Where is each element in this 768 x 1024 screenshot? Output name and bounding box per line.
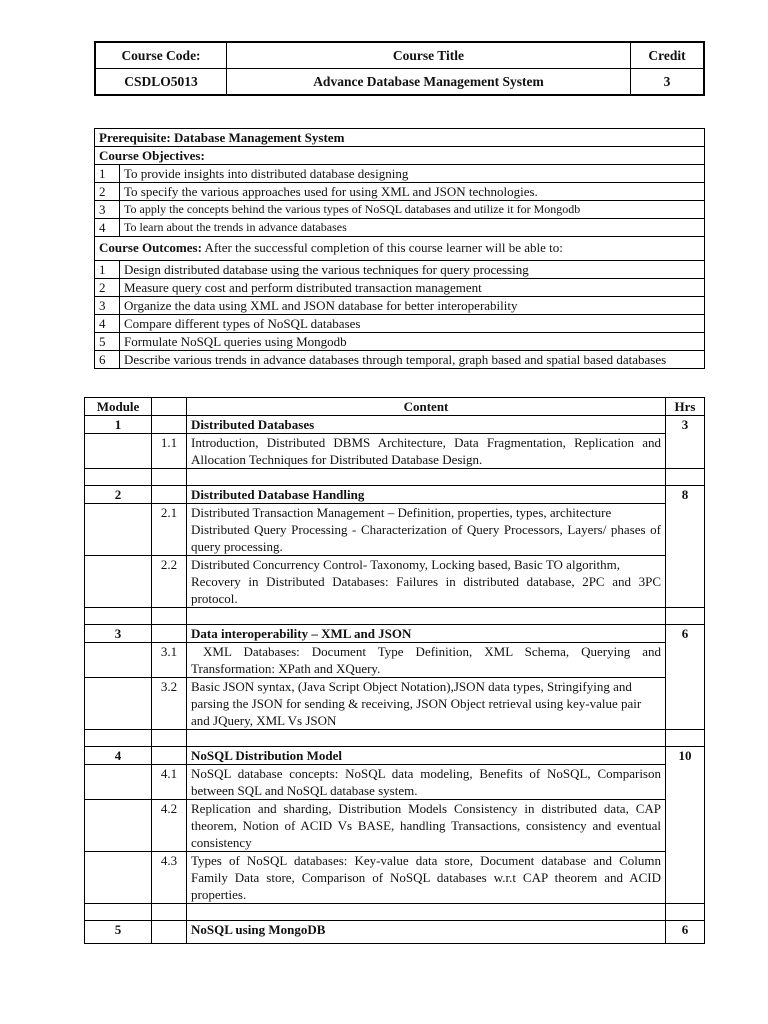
module-title: NoSQL using MongoDB xyxy=(187,921,666,944)
submodule-number: 3.2 xyxy=(152,678,187,730)
module-title: Distributed Database Handling xyxy=(187,486,666,504)
content-column-heading: Content xyxy=(187,398,666,416)
module-table xyxy=(84,397,705,944)
outcome-row xyxy=(95,279,705,297)
module-number: 3 xyxy=(85,625,152,643)
outcome-text: Describe various trends in advance databases through temporal, graph based and spatial based databases xyxy=(120,351,705,369)
objective-number: 3 xyxy=(95,201,120,219)
submodule-text: Replication and sharding, Distribution Models Consistency in distributed data, CAP theorem, Notion of ACID Vs BASE, handling Transactions, consistency and eventual consistency xyxy=(187,800,666,852)
module-title: Distributed Databases xyxy=(187,416,666,434)
module-row xyxy=(85,416,705,434)
submodule-row xyxy=(85,643,705,678)
submodule-number: 4.1 xyxy=(152,765,187,800)
module-number: 4 xyxy=(85,747,152,765)
submodule-text: Basic JSON syntax, (Java Script Object Notation),JSON data types, Stringifying and parsing the JSON for sending & receiving, JSON Object retrieval using key-value pair and JQuery, XML Vs JSON xyxy=(187,678,666,730)
submodule-number: 1.1 xyxy=(152,434,187,469)
submodule-text: Distributed Concurrency Control- Taxonomy, Locking based, Basic TO algorithm, xyxy=(191,557,620,572)
outcome-row xyxy=(95,261,705,279)
module-hours: 10 xyxy=(666,747,705,904)
module-column-heading: Module xyxy=(85,398,152,416)
submodule-row xyxy=(85,678,705,730)
submodule-row xyxy=(85,765,705,800)
outcome-number: 2 xyxy=(95,279,120,297)
module-number: 5 xyxy=(85,921,152,944)
course-header-table xyxy=(94,41,705,96)
hrs-column-heading: Hrs xyxy=(666,398,705,416)
outcome-row xyxy=(95,297,705,315)
outcome-number: 5 xyxy=(95,333,120,351)
objective-number: 4 xyxy=(95,219,120,237)
outcome-text: Compare different types of NoSQL databases xyxy=(120,315,705,333)
module-hours: 6 xyxy=(666,921,705,944)
submodule-text-block xyxy=(187,504,666,556)
outcome-number: 4 xyxy=(95,315,120,333)
objectives-heading: Course Objectives: xyxy=(95,147,705,165)
outcomes-intro: After the successful completion of this course learner will be able to: xyxy=(201,240,563,255)
outcome-row xyxy=(95,315,705,333)
objective-row xyxy=(95,219,705,237)
submodule-text: Introduction, Distributed DBMS Architecture, Data Fragmentation, Replication and Allocation Techniques for Distributed Database Design. xyxy=(187,434,666,469)
submodule-text: Distributed Query Processing - Characterization of Query Processors, Layers/ phases of query processing. xyxy=(191,522,661,554)
module-row xyxy=(85,625,705,643)
submodule-text-block xyxy=(187,556,666,608)
submodule-number: 4.2 xyxy=(152,800,187,852)
module-hours: 6 xyxy=(666,625,705,730)
outcomes-heading: Course Outcomes: xyxy=(99,240,202,255)
prerequisite: Prerequisite: Database Management System xyxy=(95,129,705,147)
objectives-table xyxy=(94,128,705,369)
submodule-row xyxy=(85,556,705,608)
objective-row xyxy=(95,201,705,219)
module-hours: 8 xyxy=(666,486,705,608)
outcome-number: 6 xyxy=(95,351,120,369)
submodule-number: 3.1 xyxy=(152,643,187,678)
outcome-number: 3 xyxy=(95,297,120,315)
course-title-value: Advance Database Management System xyxy=(227,69,631,96)
module-row xyxy=(85,921,705,944)
course-title-heading: Course Title xyxy=(227,42,631,69)
submodule-text: XML Databases: Document Type Definition, XML Schema, Querying and Transformation: XPath and XQuery. xyxy=(187,643,666,678)
module-number: 1 xyxy=(85,416,152,434)
submodule-number: 2.1 xyxy=(152,504,187,556)
outcome-text: Organize the data using XML and JSON database for better interoperability xyxy=(120,297,705,315)
objective-text: To specify the various approaches used for using XML and JSON technologies. xyxy=(120,183,705,201)
module-row xyxy=(85,486,705,504)
outcome-text: Design distributed database using the various techniques for query processing xyxy=(120,261,705,279)
outcome-text: Measure query cost and perform distributed transaction management xyxy=(120,279,705,297)
submodule-text: Types of NoSQL databases: Key-value data store, Document database and Column Family Data store, Comparison of NoSQL databases w.r.t CAP theorem and ACID properties. xyxy=(187,852,666,904)
module-title: NoSQL Distribution Model xyxy=(187,747,666,765)
outcome-row xyxy=(95,351,705,369)
module-row xyxy=(85,747,705,765)
submodule-text: Recovery in Distributed Databases: Failures in distributed database, 2PC and 3PC protocol. xyxy=(191,574,661,606)
objective-text: To learn about the trends in advance databases xyxy=(120,219,705,237)
objective-number: 2 xyxy=(95,183,120,201)
outcome-number: 1 xyxy=(95,261,120,279)
objective-text: To apply the concepts behind the various types of NoSQL databases and utilize it for Mongodb xyxy=(120,201,705,219)
outcome-row xyxy=(95,333,705,351)
submodule-row xyxy=(85,800,705,852)
submodule-text: Distributed Transaction Management – Definition, properties, types, architecture xyxy=(191,505,612,520)
objective-row xyxy=(95,165,705,183)
submodule-number: 2.2 xyxy=(152,556,187,608)
credit-heading: Credit xyxy=(631,42,705,69)
objective-text: To provide insights into distributed database designing xyxy=(120,165,705,183)
outcomes-heading-row xyxy=(95,237,705,261)
module-title: Data interoperability – XML and JSON xyxy=(187,625,666,643)
course-code-value: CSDLO5013 xyxy=(95,69,227,96)
submodule-row xyxy=(85,434,705,469)
objective-number: 1 xyxy=(95,165,120,183)
credit-value: 3 xyxy=(631,69,705,96)
objective-row xyxy=(95,183,705,201)
submodule-row xyxy=(85,852,705,904)
module-hours: 3 xyxy=(666,416,705,469)
outcome-text: Formulate NoSQL queries using Mongodb xyxy=(120,333,705,351)
module-table-header xyxy=(85,398,705,416)
submodule-row xyxy=(85,504,705,556)
course-code-heading: Course Code: xyxy=(95,42,227,69)
submodule-text: NoSQL database concepts: NoSQL data modeling, Benefits of NoSQL, Comparison between SQL and NoSQL database system. xyxy=(187,765,666,800)
submodule-number: 4.3 xyxy=(152,852,187,904)
module-number: 2 xyxy=(85,486,152,504)
